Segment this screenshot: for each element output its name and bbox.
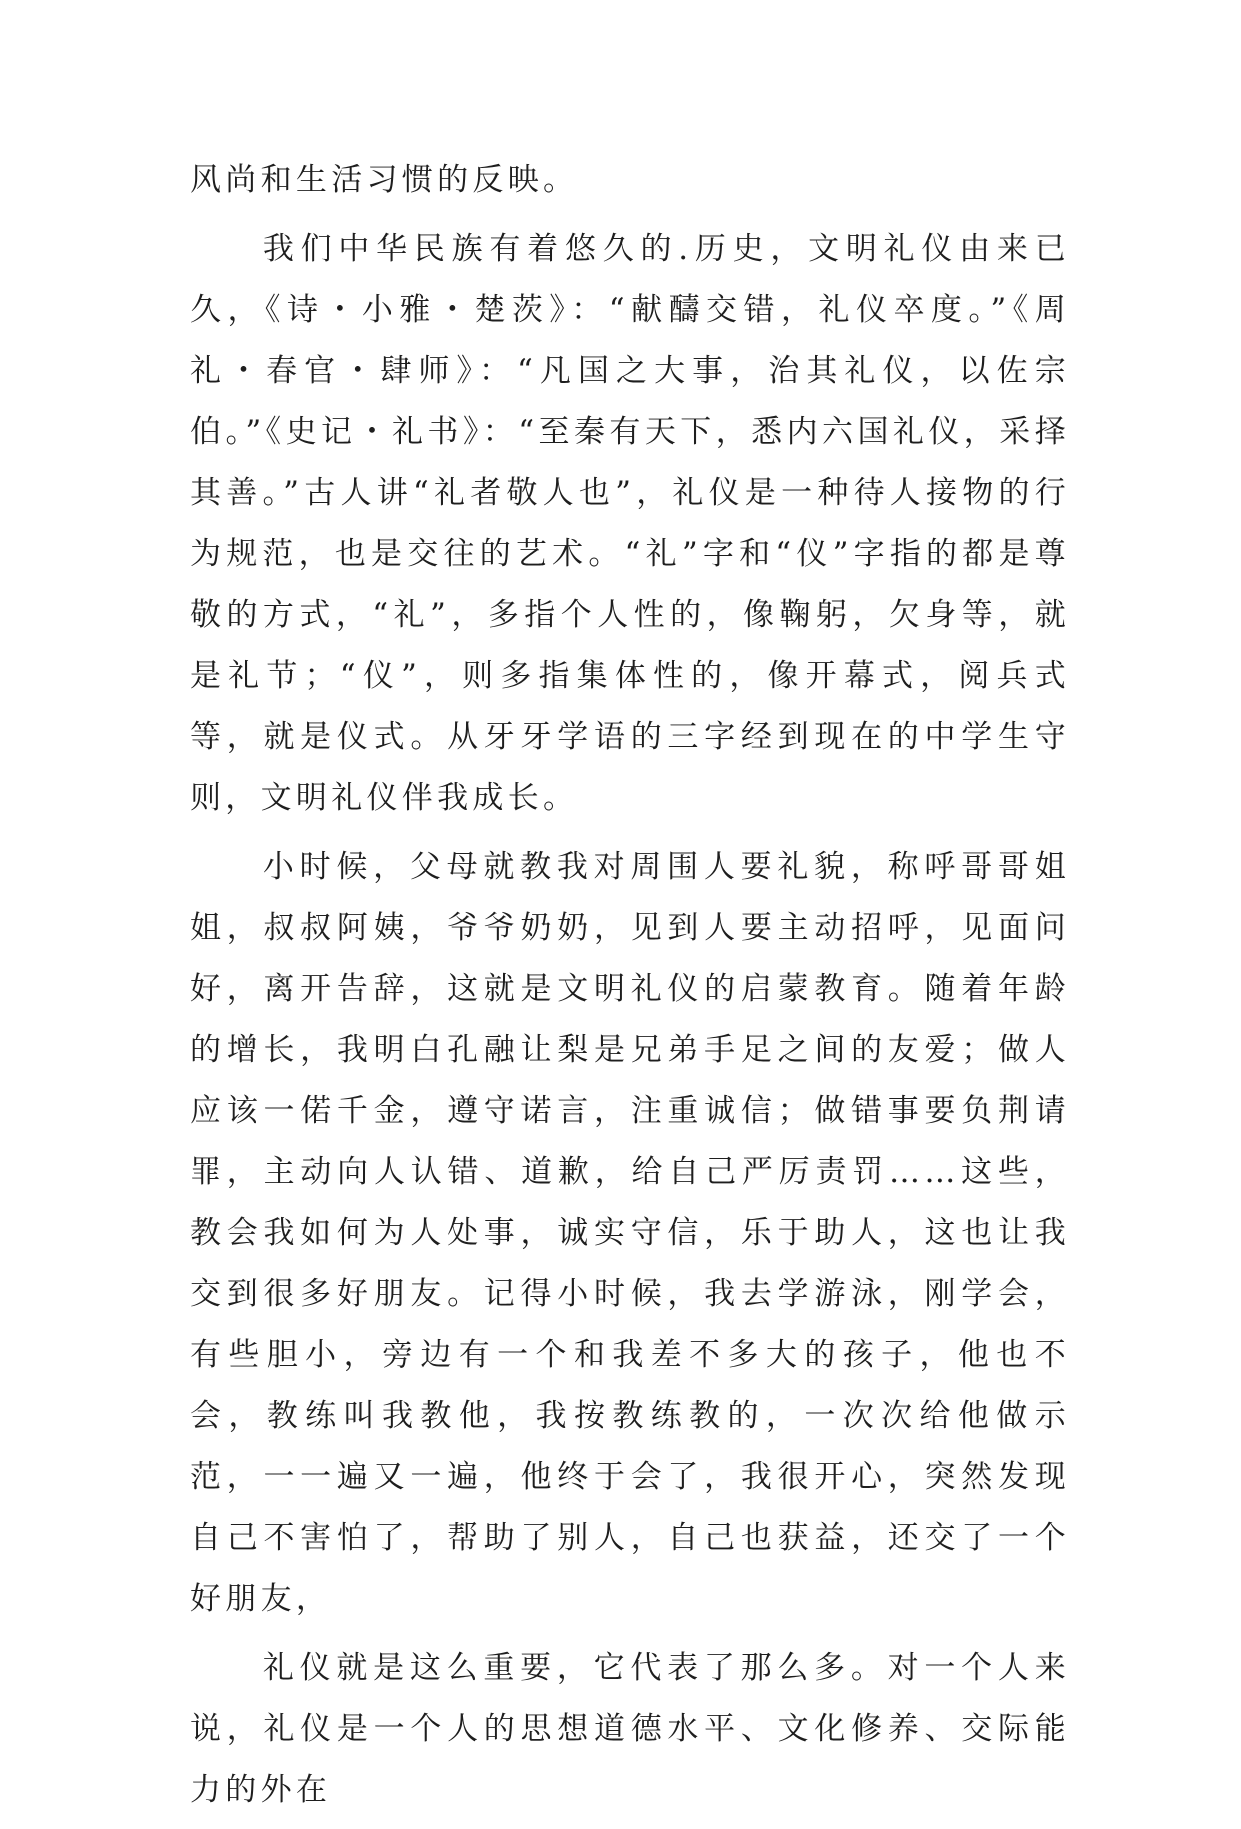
paragraph-history: 我们中华民族有着悠久的.历史，文明礼仪由来已久，《诗・小雅・楚茨》：“献醻交错，礼仪卒度。”《周礼・春官・肆师》：“凡国之大事，治其礼仪，以佐宗伯。”《史记・礼书》：“至秦有天下，悉内六国礼仪，采择其善。”古人讲“礼者敬人也”，礼仪是一种待人接物的行为规范，也是交往的艺术。“礼”字和“仪”字指的都是尊敬的方式，“礼”，多指个人性的，像鞠躬，欠身等，就是礼节；“仪”，则多指集体性的，像开幕式，阅兵式等，就是仪式。从牙牙学语的三字经到现在的中学生守则，文明礼仪伴我成长。 xyxy=(190,231,1070,816)
paragraph-childhood: 小时候，父母就教我对周围人要礼貌，称呼哥哥姐姐，叔叔阿姨，爷爷奶奶，见到人要主动招呼，见面问好，离开告辞，这就是文明礼仪的启蒙教育。随着年龄的增长，我明白孔融让梨是兄弟手足之间的友爱；做人应该一偌千金，遵守诺言，注重诚信；做错事要负荆请罪，主动向人认错、道歉，给自己严厉责罚……这些，教会我如何为人处事，诚实守信，乐于助人，这也让我交到很多好朋友。记得小时候，我去学游泳，刚学会，有些胆小，旁边有一个和我差不多大的孩子，他也不会，教练叫我教他，我按教练教的，一次次给他做示范，一一遍又一遍，他终于会了，我很开心，突然发现自己不害怕了，帮助了别人，自己也获益，还交了一个好朋友， xyxy=(190,849,1070,1617)
paragraph-continuation: 风尚和生活习惯的反映。 xyxy=(190,162,579,198)
document-body xyxy=(190,150,1070,1829)
paragraph-importance: 礼仪就是这么重要，它代表了那么多。对一个人来说，礼仪是一个人的思想道德水平、文化修养、交际能力的外在 xyxy=(190,1650,1070,1808)
